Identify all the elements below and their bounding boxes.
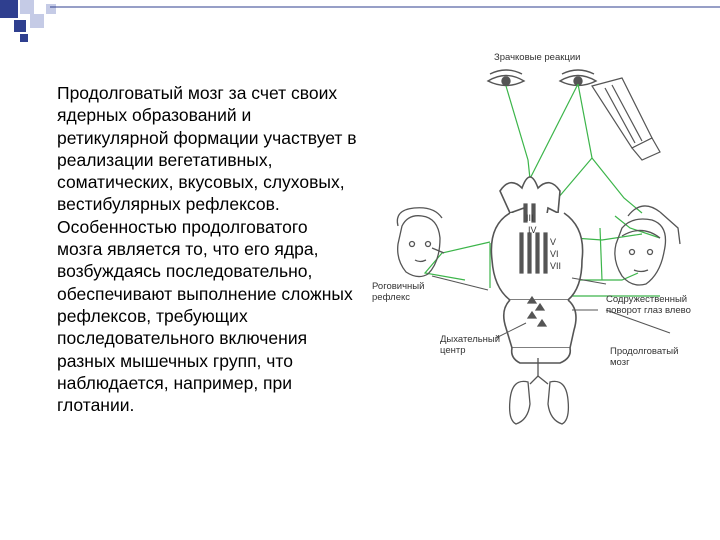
label-medulla: Продолговатый мозг: [610, 346, 679, 368]
nucleus-label-vii: VII: [550, 261, 562, 271]
medulla-reflex-diagram: [360, 48, 720, 438]
face-profile-left-icon: [397, 208, 444, 277]
lungs-icon: [510, 358, 569, 424]
medulla-diagram-drawing: [360, 48, 720, 438]
right-eye-icon: [560, 70, 596, 86]
nucleus-label-vi: VI: [550, 249, 559, 259]
nucleus-label-v: V: [550, 237, 557, 247]
label-corneal-reflex: Роговичный рефлекс: [372, 281, 425, 303]
nucleus-label-iv: IV: [528, 225, 537, 235]
label-conjugate-gaze: Содружественный поворот глаз влево: [606, 294, 691, 316]
label-respiratory-center: Дыхательный центр: [440, 334, 501, 356]
slide-body-text: Продолговатый мозг за счет своих ядерных образований и ретикулярной формации участвует в реализации вегетативных, соматических, вкусовых, слуховых, вестибулярных рефлексов. Особенностью продолговатого мозга является то, что его ядра, возбуждаясь последовательно, обеспечивают выполнение сложных рефлексов, требующих последовательного включения разных мышечных групп, что наблюдается, например, при глотании.: [57, 83, 357, 416]
left-eye-icon: [488, 70, 524, 86]
nucleus-label-iii: III: [526, 213, 534, 223]
label-pupil-reactions: Зрачковые реакции: [494, 52, 581, 63]
face-profile-right-icon: [615, 206, 680, 285]
flashlight-icon: [592, 78, 660, 160]
